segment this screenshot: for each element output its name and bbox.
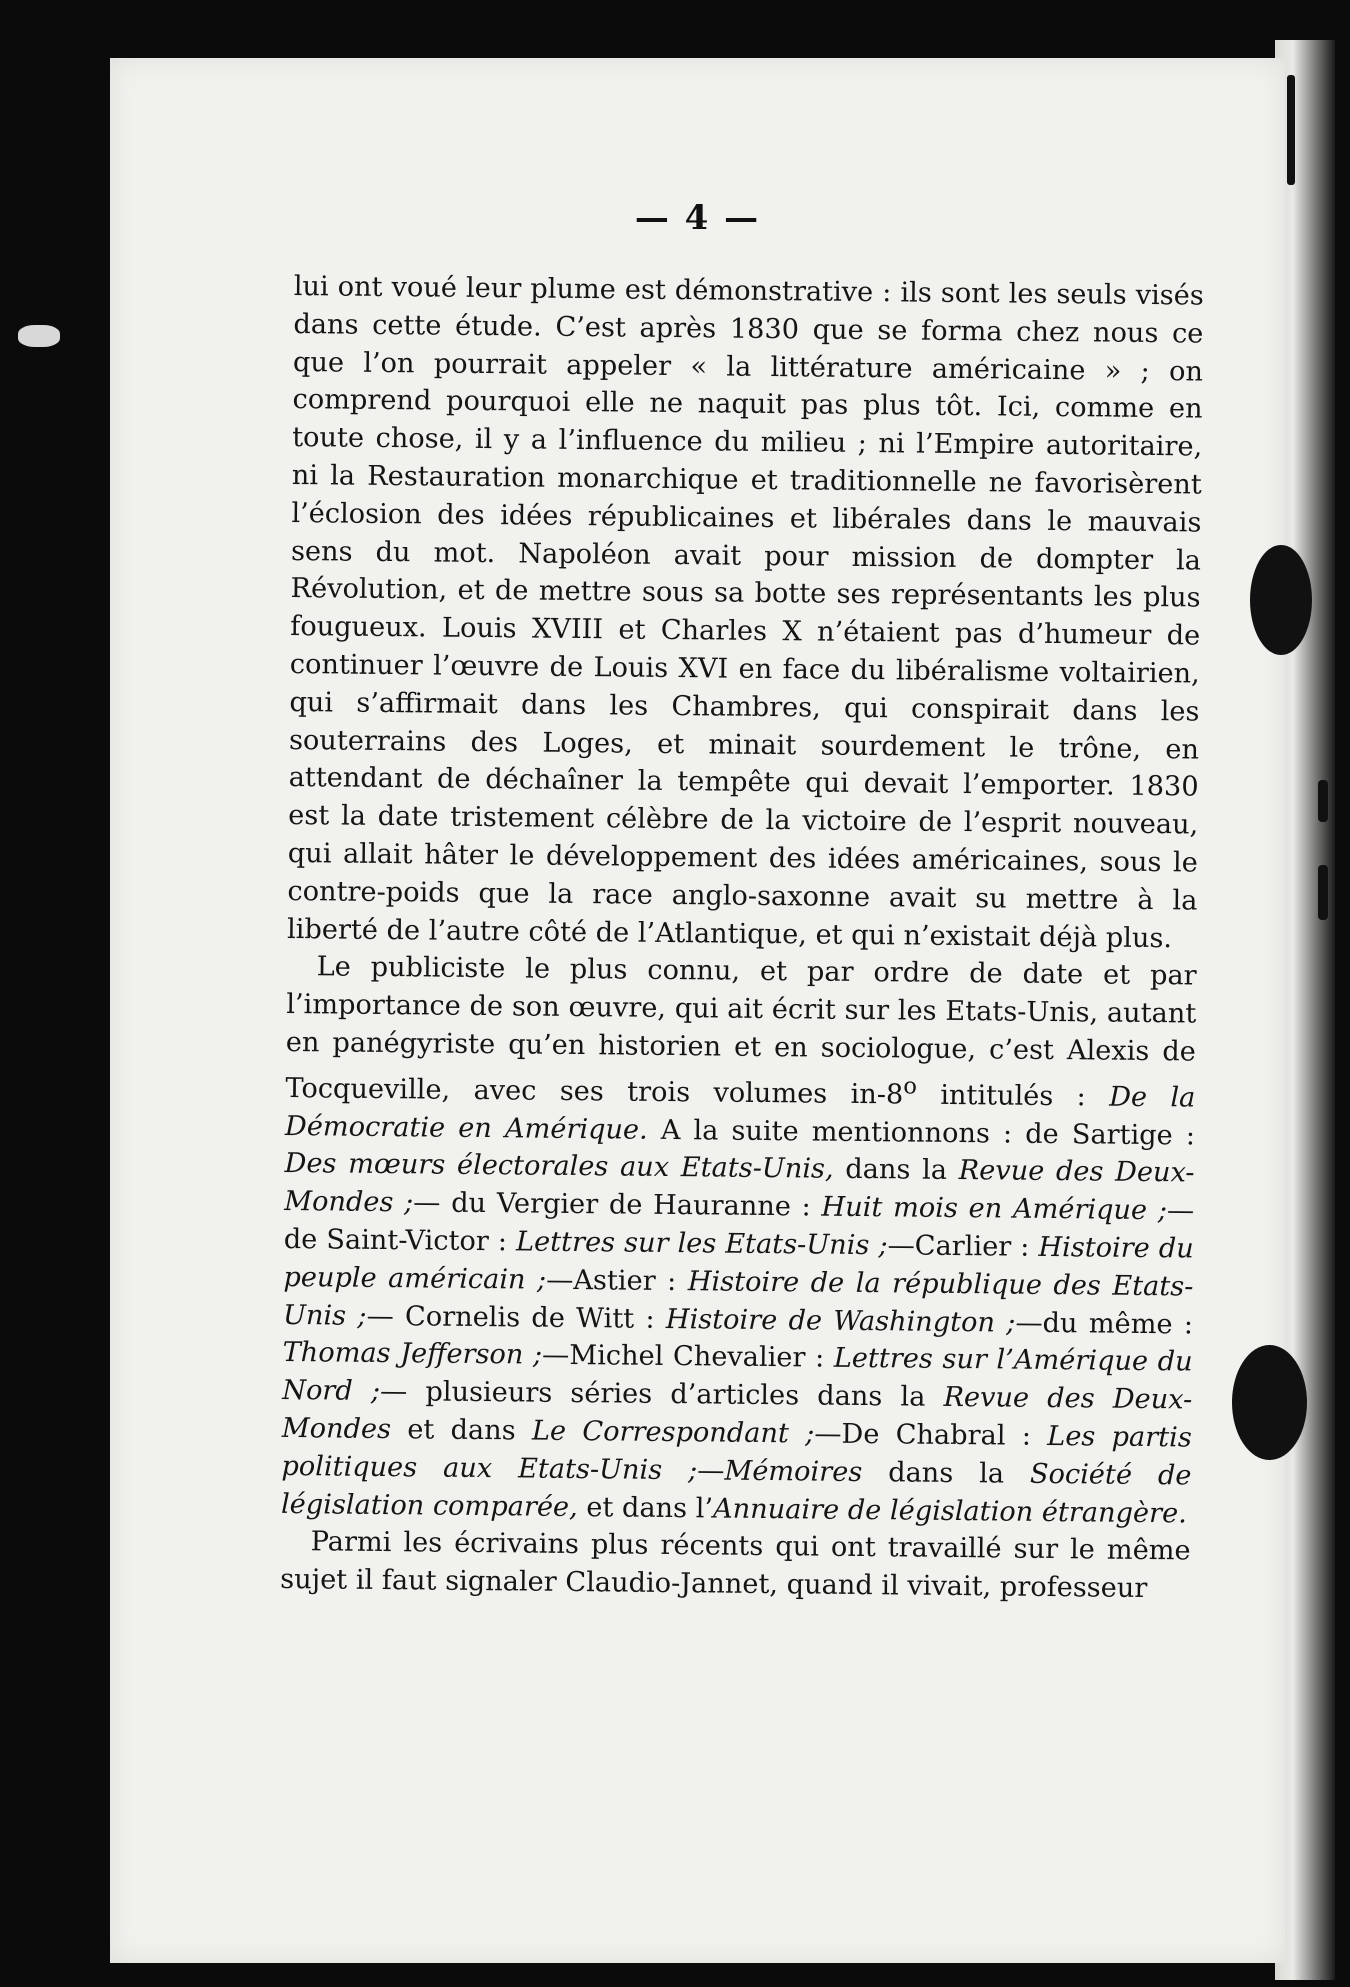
italic-title: Huit mois en Amérique ; bbox=[821, 1191, 1168, 1227]
italic-title: Revue des Deux-Mondes bbox=[281, 1382, 1193, 1446]
ink-blot bbox=[1250, 545, 1312, 655]
text-segment: dans la bbox=[862, 1456, 1031, 1490]
text-segment: —du même : bbox=[1015, 1307, 1194, 1341]
italic-title: Thomas Jefferson ; bbox=[282, 1337, 543, 1372]
italic-title: Revue des Deux-Mondes ; bbox=[284, 1155, 1195, 1219]
text-segment: A la suite mentionnons : de Sartige : bbox=[647, 1114, 1196, 1152]
paragraph-1: lui ont voué leur plume est démonstrative : ils sont les seuls visés dans cette étude. C’est après 1830 que se forma chez nous ce que l’on pourrait appeler « la littérature américaine » ; on comprend pourquoi elle ne naquit pas plus tôt. Ici, comme en toute chose, il y a l’influence du milieu ; ni l’Empire autoritaire, ni la Restauration monarchique et traditionnelle ne favorisèrent l’éclosion des idées républicaines et libérales dans le mauvais sens du mot. Napoléon avait pour mission de dompter la Révolution, et de mettre sous sa botte ses représentants les plus fougueux. Louis XVIII et Charles X n’étaient pas d’humeur de continuer l’œuvre de Louis XVI en face du libéralisme voltairien, qui s’affirmait dans les Chambres, qui conspirait dans les souterrains des Loges, et minait sourdement le trône, en attendant de déchaîner la tempête qui devait l’emporter. 1830 est la date tristement célèbre de la victoire de l’esprit nouveau, qui allait hâter le développement des idées américaines, sous le contre-poids que la race anglo-saxonne avait su mettre à la liberté de l’autre côté de l’Atlantique, et qui n’existait déjà plus. bbox=[286, 270, 1204, 954]
italic-title: Société de législation comparée, bbox=[280, 1458, 1192, 1523]
paragraph-3: Parmi les écrivains plus récents qui ont travaillé sur le même sujet il faut signaler Claudio-Jannet, quand il vivait, professeur bbox=[280, 1526, 1191, 1605]
text-segment: —Michel Chevalier : bbox=[541, 1340, 834, 1375]
italic-title: Les partis politiques aux Etats-Unis ; bbox=[281, 1420, 1192, 1487]
text-segment: et dans l’ bbox=[577, 1491, 714, 1525]
binding-mark bbox=[1318, 865, 1328, 920]
binding-mark bbox=[1318, 780, 1328, 822]
superscript-o: o bbox=[903, 1073, 918, 1100]
text-segment: dans la bbox=[833, 1154, 959, 1187]
paragraph-2 bbox=[281, 948, 1197, 1533]
italic-title: Lettres sur l’Amérique du Nord ; bbox=[282, 1343, 1193, 1408]
text-segment: —de Saint-Victor : bbox=[283, 1195, 1195, 1258]
italic-title: Des mœurs électorales aux Etats-Unis, bbox=[284, 1148, 834, 1186]
smudge bbox=[18, 325, 60, 347]
text-segment: —De Chabral : bbox=[814, 1418, 1048, 1452]
text-segment: — bbox=[697, 1455, 725, 1487]
italic-title: Histoire de Washington ; bbox=[665, 1303, 1016, 1339]
text-segment: —Astier : bbox=[546, 1264, 688, 1297]
text-segment: et dans bbox=[390, 1414, 533, 1447]
text-segment: — plusieurs séries d’articles dans la bbox=[379, 1376, 944, 1414]
italic-title: De la Démocratie en Amérique. bbox=[284, 1081, 1196, 1146]
text-segment: —Carlier : bbox=[887, 1230, 1039, 1263]
italic-title: Annuaire de législation étrangère. bbox=[712, 1493, 1187, 1529]
ink-blot bbox=[1232, 1345, 1307, 1460]
italic-title: Mémoires bbox=[724, 1455, 863, 1488]
page-number: — 4 — bbox=[634, 198, 761, 238]
italic-title: Lettres sur les Etats-Unis ; bbox=[515, 1226, 888, 1262]
text-segment: — Cornelis de Witt : bbox=[366, 1300, 667, 1335]
italic-title: Histoire de la république des Etats-Unis ; bbox=[282, 1265, 1194, 1332]
text-segment: Le publiciste le plus connu, et par ordre de date et par l’importance de son œuvre, qui ait écrit sur les Etats-Unis, autant en panégyriste qu’en historien et en sociologue, c’est Alexis de Tocqueville, avec ses trois volumes in-8 bbox=[285, 951, 1197, 1111]
page-body-text bbox=[280, 268, 1204, 1608]
binding-mark bbox=[1287, 75, 1295, 185]
text-segment: — du Vergier de Hauranne : bbox=[413, 1187, 822, 1223]
book-page bbox=[110, 58, 1285, 1963]
text-segment: intitulés : bbox=[916, 1079, 1110, 1113]
italic-title: Le Correspondant ; bbox=[531, 1415, 815, 1450]
italic-title: Histoire du peuple américain ; bbox=[283, 1231, 1194, 1296]
